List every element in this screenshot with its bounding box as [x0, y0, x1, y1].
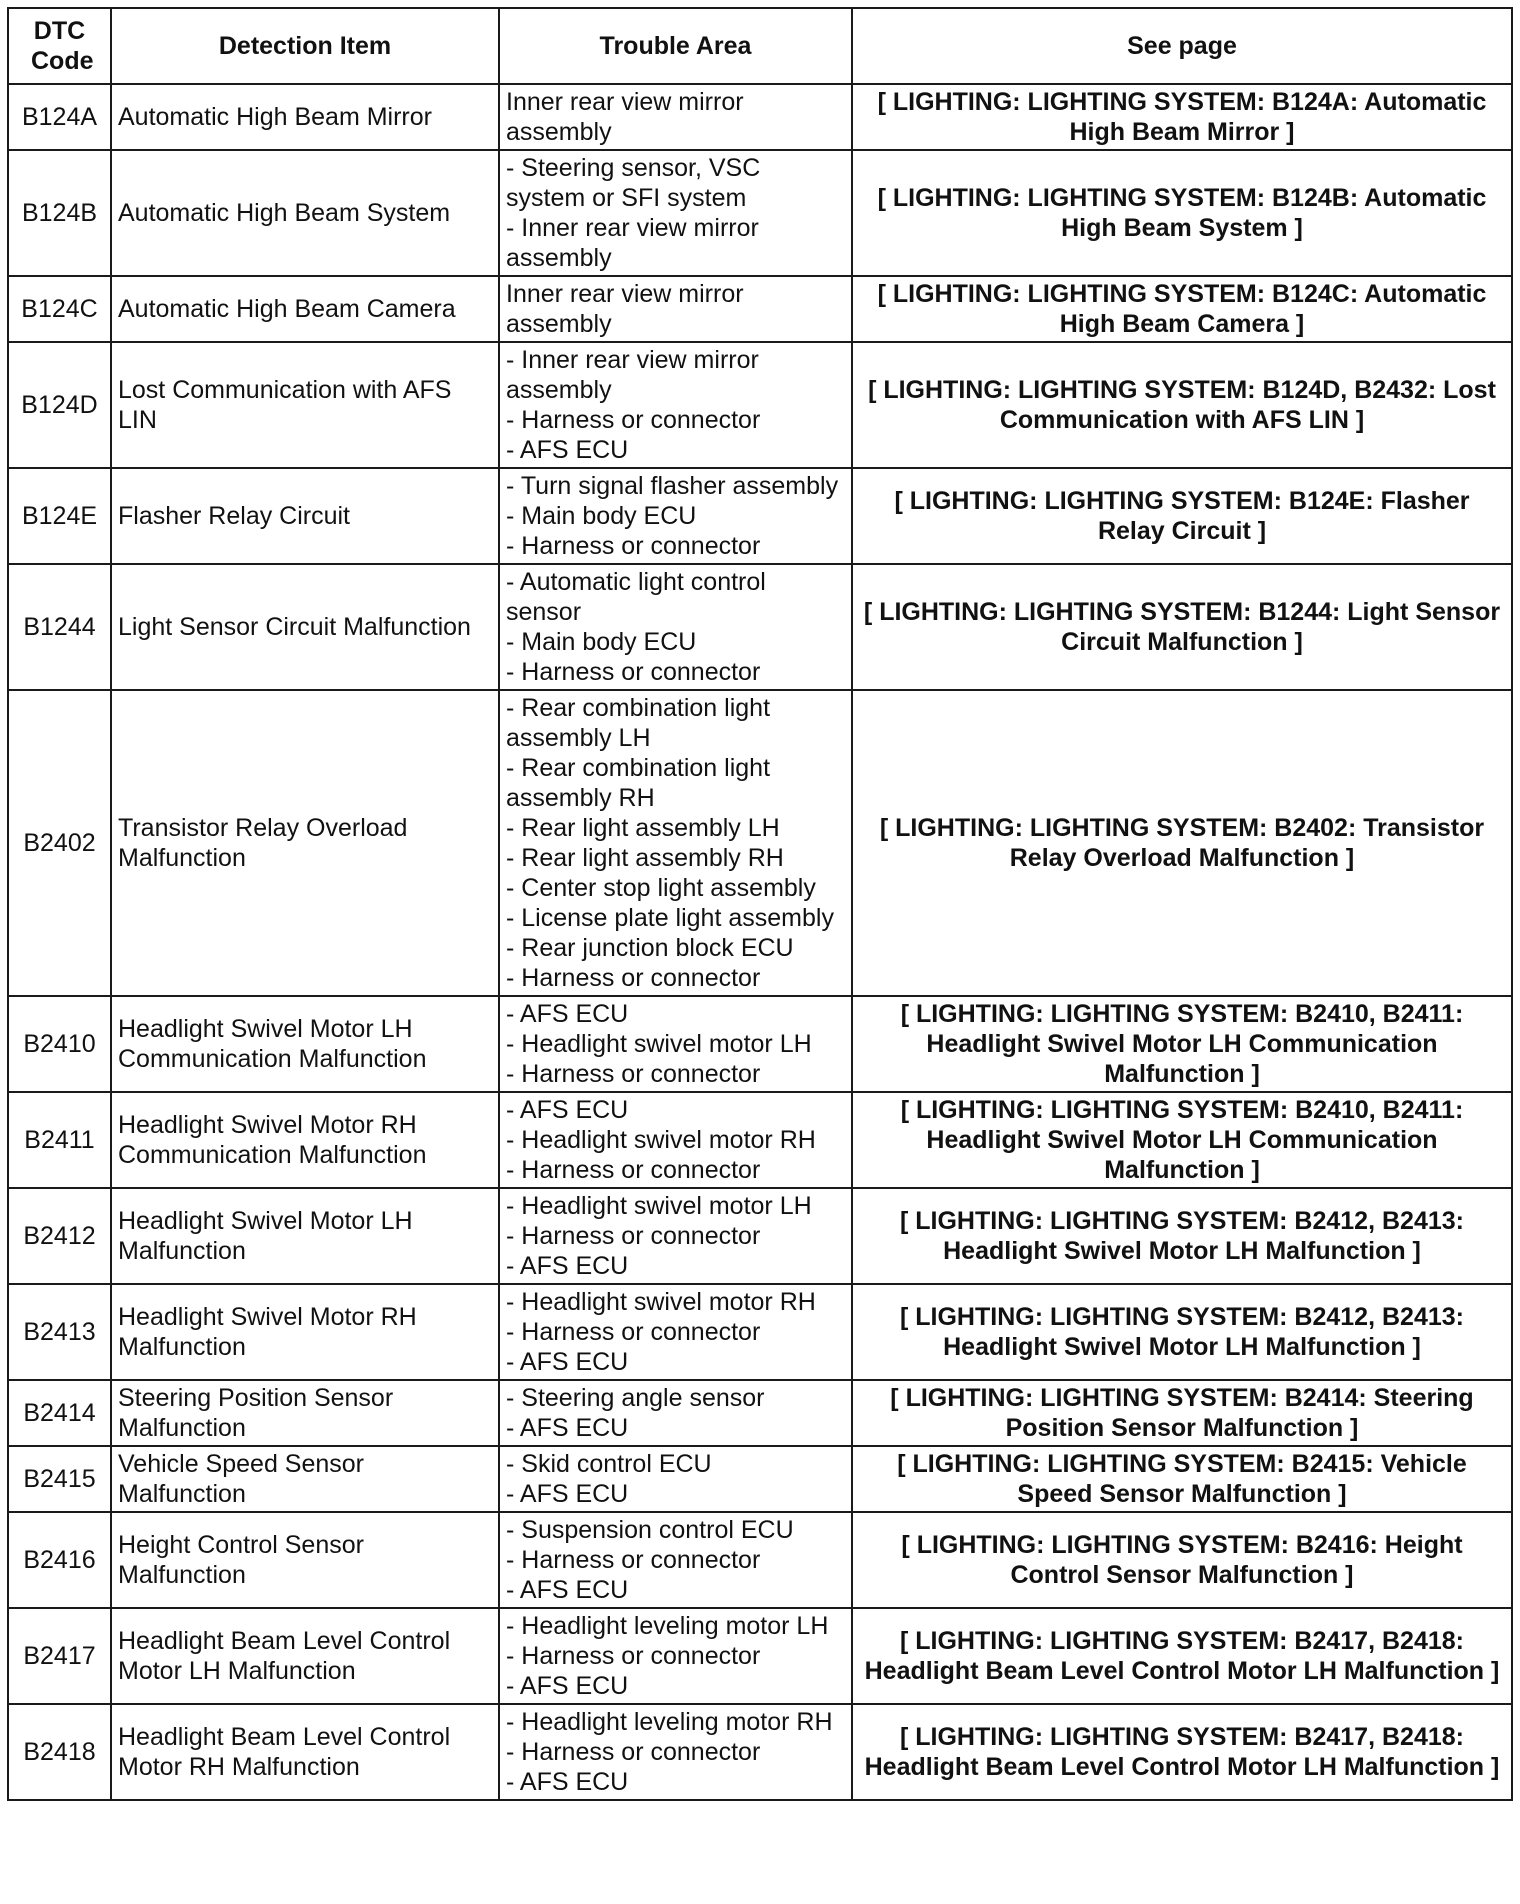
trouble-area-line: - Headlight leveling motor LH — [506, 1612, 829, 1640]
trouble-area-cell — [499, 1446, 852, 1512]
table-row — [8, 1608, 1512, 1704]
trouble-area-line: - AFS ECU — [506, 1672, 629, 1700]
table-row — [8, 1704, 1512, 1800]
trouble-area-cell — [499, 1284, 852, 1380]
see-page-link[interactable]: [ LIGHTING: LIGHTING SYSTEM: B124D, B2432: Lost Communication with AFS LIN ] — [852, 342, 1512, 468]
trouble-area-line: - AFS ECU — [506, 1576, 629, 1604]
trouble-area-line: - Center stop light assembly — [506, 874, 816, 902]
table-row — [8, 1284, 1512, 1380]
trouble-area-line: - AFS ECU — [506, 1768, 629, 1796]
dtc-code-cell: B124A — [8, 84, 111, 150]
trouble-area-cell — [499, 1092, 852, 1188]
see-page-link[interactable]: [ LIGHTING: LIGHTING SYSTEM: B2415: Vehicle Speed Sensor Malfunction ] — [852, 1446, 1512, 1512]
table-row — [8, 1446, 1512, 1512]
detection-item-cell: Light Sensor Circuit Malfunction — [111, 564, 499, 690]
trouble-area-line: - Turn signal flasher assembly — [506, 472, 839, 500]
dtc-table-container — [7, 7, 1513, 1801]
detection-item-cell: Automatic High Beam System — [111, 150, 499, 276]
detection-item-cell: Headlight Swivel Motor RH Malfunction — [111, 1284, 499, 1380]
table-row — [8, 564, 1512, 690]
trouble-area-line: - Steering sensor, VSC system or SFI system — [506, 154, 761, 212]
detection-item-cell: Automatic High Beam Camera — [111, 276, 499, 342]
see-page-link[interactable]: [ LIGHTING: LIGHTING SYSTEM: B124A: Automatic High Beam Mirror ] — [852, 84, 1512, 150]
detection-item-cell: Vehicle Speed Sensor Malfunction — [111, 1446, 499, 1512]
dtc-code-cell: B2412 — [8, 1188, 111, 1284]
dtc-code-cell: B2413 — [8, 1284, 111, 1380]
table-row — [8, 996, 1512, 1092]
table-row — [8, 1188, 1512, 1284]
trouble-area-line: - Headlight leveling motor RH — [506, 1708, 833, 1736]
dtc-code-cell: B2416 — [8, 1512, 111, 1608]
see-page-link[interactable]: [ LIGHTING: LIGHTING SYSTEM: B1244: Light Sensor Circuit Malfunction ] — [852, 564, 1512, 690]
table-row — [8, 276, 1512, 342]
see-page-link[interactable]: [ LIGHTING: LIGHTING SYSTEM: B2417, B2418: Headlight Beam Level Control Motor LH Malfunction ] — [852, 1608, 1512, 1704]
table-row — [8, 1092, 1512, 1188]
trouble-area-line: - Inner rear view mirror assembly — [506, 214, 759, 272]
trouble-area-line: - Harness or connector — [506, 1318, 761, 1346]
detection-item-cell: Headlight Swivel Motor LH Communication Malfunction — [111, 996, 499, 1092]
table-row — [8, 1512, 1512, 1608]
trouble-area-line: - Harness or connector — [506, 1546, 761, 1574]
detection-item-cell: Lost Communication with AFS LIN — [111, 342, 499, 468]
header-detection-item: Detection Item — [111, 8, 499, 84]
trouble-area-cell — [499, 1608, 852, 1704]
trouble-area-line: - AFS ECU — [506, 1252, 629, 1280]
dtc-code-cell: B124E — [8, 468, 111, 564]
table-row — [8, 342, 1512, 468]
detection-item-cell: Flasher Relay Circuit — [111, 468, 499, 564]
dtc-code-cell: B2417 — [8, 1608, 111, 1704]
dtc-code-cell: B1244 — [8, 564, 111, 690]
trouble-area-line: - Steering angle sensor — [506, 1384, 765, 1412]
table-row — [8, 468, 1512, 564]
trouble-area-line: - Harness or connector — [506, 532, 761, 560]
trouble-area-line: - Skid control ECU — [506, 1450, 712, 1478]
trouble-area-line: - AFS ECU — [506, 1414, 629, 1442]
see-page-link[interactable]: [ LIGHTING: LIGHTING SYSTEM: B124B: Automatic High Beam System ] — [852, 150, 1512, 276]
detection-item-cell: Headlight Swivel Motor LH Malfunction — [111, 1188, 499, 1284]
see-page-link[interactable]: [ LIGHTING: LIGHTING SYSTEM: B124C: Automatic High Beam Camera ] — [852, 276, 1512, 342]
table-row — [8, 84, 1512, 150]
detection-item-cell: Headlight Beam Level Control Motor RH Malfunction — [111, 1704, 499, 1800]
trouble-area-line: - AFS ECU — [506, 1000, 629, 1028]
trouble-area-line: - AFS ECU — [506, 1480, 629, 1508]
trouble-area-cell — [499, 690, 852, 996]
table-header — [8, 8, 1512, 84]
trouble-area-line: - Main body ECU — [506, 628, 697, 656]
detection-item-cell: Headlight Swivel Motor RH Communication Malfunction — [111, 1092, 499, 1188]
trouble-area-line: - Harness or connector — [506, 964, 761, 992]
trouble-area-line: - Inner rear view mirror assembly — [506, 346, 759, 404]
trouble-area-line: - Harness or connector — [506, 1060, 761, 1088]
dtc-code-cell: B2415 — [8, 1446, 111, 1512]
see-page-link[interactable]: [ LIGHTING: LIGHTING SYSTEM: B2412, B2413: Headlight Swivel Motor LH Malfunction ] — [852, 1284, 1512, 1380]
trouble-area-line: - License plate light assembly — [506, 904, 834, 932]
trouble-area-line: - Harness or connector — [506, 406, 761, 434]
dtc-code-cell: B2411 — [8, 1092, 111, 1188]
trouble-area-line: Inner rear view mirror assembly — [506, 280, 744, 338]
trouble-area-cell — [499, 150, 852, 276]
trouble-area-cell — [499, 342, 852, 468]
dtc-code-cell: B124D — [8, 342, 111, 468]
trouble-area-cell — [499, 1380, 852, 1446]
dtc-code-cell: B2414 — [8, 1380, 111, 1446]
see-page-link[interactable]: [ LIGHTING: LIGHTING SYSTEM: B124E: Flasher Relay Circuit ] — [852, 468, 1512, 564]
see-page-link[interactable]: [ LIGHTING: LIGHTING SYSTEM: B2410, B2411: Headlight Swivel Motor LH Communication Malfunction ] — [852, 996, 1512, 1092]
dtc-code-cell: B2418 — [8, 1704, 111, 1800]
see-page-link[interactable]: [ LIGHTING: LIGHTING SYSTEM: B2416: Height Control Sensor Malfunction ] — [852, 1512, 1512, 1608]
table-row — [8, 1380, 1512, 1446]
trouble-area-line: - Harness or connector — [506, 1642, 761, 1670]
header-dtc-code: DTC Code — [8, 8, 111, 84]
trouble-area-line: - Rear junction block ECU — [506, 934, 794, 962]
trouble-area-line: - Headlight swivel motor RH — [506, 1288, 816, 1316]
trouble-area-line: - AFS ECU — [506, 436, 629, 464]
header-trouble-area: Trouble Area — [499, 8, 852, 84]
detection-item-cell: Automatic High Beam Mirror — [111, 84, 499, 150]
dtc-code-cell: B124B — [8, 150, 111, 276]
trouble-area-cell — [499, 276, 852, 342]
see-page-link[interactable]: [ LIGHTING: LIGHTING SYSTEM: B2414: Steering Position Sensor Malfunction ] — [852, 1380, 1512, 1446]
see-page-link[interactable]: [ LIGHTING: LIGHTING SYSTEM: B2410, B2411: Headlight Swivel Motor LH Communication Malfunction ] — [852, 1092, 1512, 1188]
see-page-link[interactable]: [ LIGHTING: LIGHTING SYSTEM: B2417, B2418: Headlight Beam Level Control Motor LH Malfunction ] — [852, 1704, 1512, 1800]
dtc-table — [7, 7, 1513, 1801]
trouble-area-line: Inner rear view mirror assembly — [506, 88, 744, 146]
see-page-link[interactable]: [ LIGHTING: LIGHTING SYSTEM: B2402: Transistor Relay Overload Malfunction ] — [852, 690, 1512, 996]
detection-item-cell: Steering Position Sensor Malfunction — [111, 1380, 499, 1446]
trouble-area-line: - Rear combination light assembly RH — [506, 754, 771, 812]
trouble-area-line: - Rear light assembly LH — [506, 814, 780, 842]
dtc-code-cell: B2402 — [8, 690, 111, 996]
trouble-area-cell — [499, 1188, 852, 1284]
table-body — [8, 84, 1512, 1800]
trouble-area-line: - Main body ECU — [506, 502, 697, 530]
see-page-link[interactable]: [ LIGHTING: LIGHTING SYSTEM: B2412, B2413: Headlight Swivel Motor LH Malfunction ] — [852, 1188, 1512, 1284]
trouble-area-line: - AFS ECU — [506, 1096, 629, 1124]
detection-item-cell: Headlight Beam Level Control Motor LH Malfunction — [111, 1608, 499, 1704]
trouble-area-line: - AFS ECU — [506, 1348, 629, 1376]
trouble-area-line: - Harness or connector — [506, 1156, 761, 1184]
trouble-area-line: - Headlight swivel motor LH — [506, 1030, 812, 1058]
trouble-area-line: - Rear combination light assembly LH — [506, 694, 771, 752]
trouble-area-line: - Suspension control ECU — [506, 1516, 794, 1544]
table-row — [8, 150, 1512, 276]
trouble-area-cell — [499, 468, 852, 564]
header-row — [8, 8, 1512, 84]
detection-item-cell: Transistor Relay Overload Malfunction — [111, 690, 499, 996]
trouble-area-line: - Rear light assembly RH — [506, 844, 784, 872]
trouble-area-cell — [499, 564, 852, 690]
header-see-page: See page — [852, 8, 1512, 84]
trouble-area-cell — [499, 84, 852, 150]
trouble-area-cell — [499, 996, 852, 1092]
trouble-area-line: - Harness or connector — [506, 658, 761, 686]
trouble-area-cell — [499, 1512, 852, 1608]
dtc-code-cell: B124C — [8, 276, 111, 342]
trouble-area-cell — [499, 1704, 852, 1800]
trouble-area-line: - Headlight swivel motor LH — [506, 1192, 812, 1220]
dtc-code-cell: B2410 — [8, 996, 111, 1092]
detection-item-cell: Height Control Sensor Malfunction — [111, 1512, 499, 1608]
trouble-area-line: - Headlight swivel motor RH — [506, 1126, 816, 1154]
trouble-area-line: - Automatic light control sensor — [506, 568, 766, 626]
trouble-area-line: - Harness or connector — [506, 1738, 761, 1766]
trouble-area-line: - Harness or connector — [506, 1222, 761, 1250]
table-row — [8, 690, 1512, 996]
